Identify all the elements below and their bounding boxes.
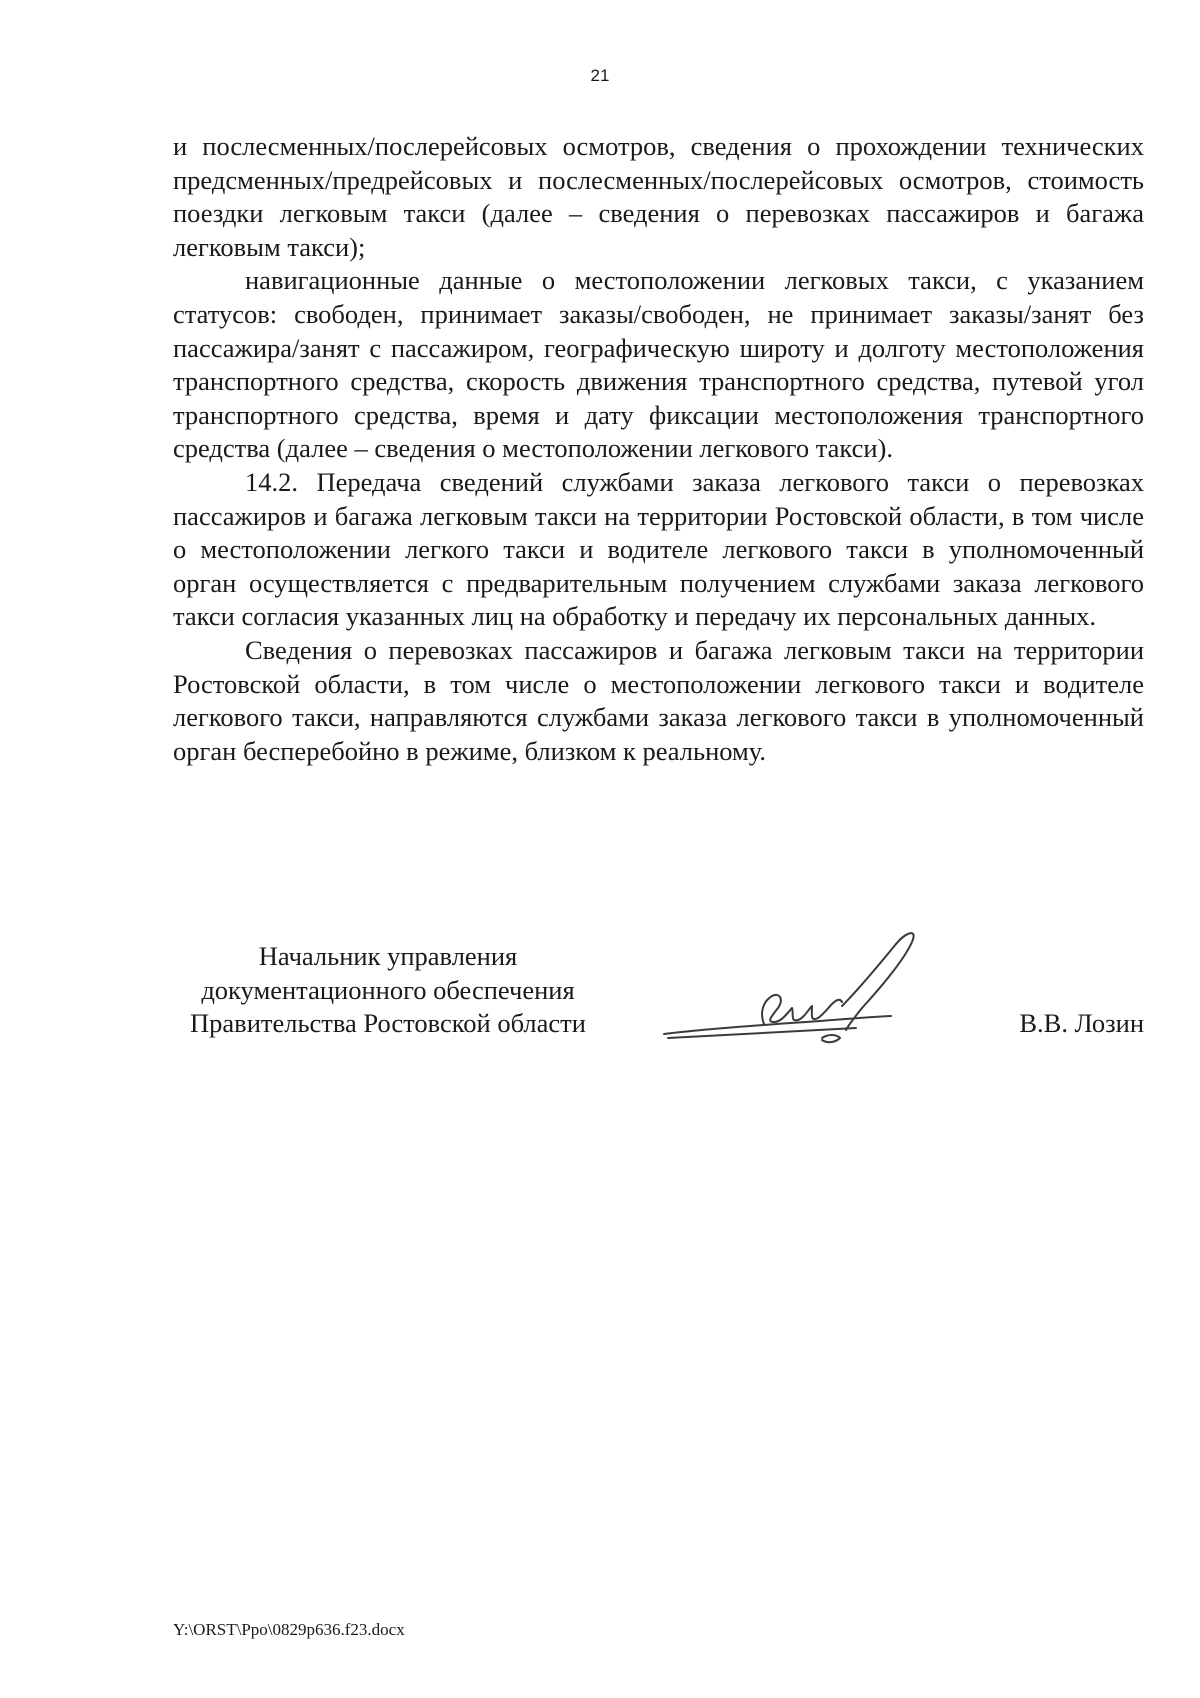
file-path-footer: Y:\ORST\Ppo\0829p636.f23.docx xyxy=(173,1620,405,1639)
signatory-title-line: Начальник управления xyxy=(258,941,518,971)
handwritten-signature-icon xyxy=(656,922,936,1057)
paragraph-1: и послесменных/послерейсовых осмотров, сведения о прохождении технических предсменных/предрейсовых и послесменных/послерейсовых осмотров, стоимость поездки легковым такси (далее – сведения о перевозках пассажиров и багажа легковым такси); xyxy=(173,131,1144,262)
signatory-name: В.В. Лозин xyxy=(1019,1008,1144,1038)
page-number: 21 xyxy=(590,66,610,85)
signature-block xyxy=(173,940,1144,1060)
paragraph-2: навигационные данные о местоположении легковых такси, с указанием статусов: свободен, принимает заказы/свободен, не принимает заказы/занят без пассажира/занят с пассажиром, географическую широту и долготу местоположения транспортного средства, скорость движения транспортного средства, путевой угол транспортного средства, время и дату фиксации местоположения транспортного средства (далее – сведения о местоположении легкового такси). xyxy=(173,265,1144,464)
signatory-title-line: документационного обеспечения xyxy=(201,974,575,1005)
signatory-title xyxy=(173,940,603,1041)
document-body xyxy=(173,130,1144,768)
paragraph-4: Сведения о перевозках пассажиров и багажа легковым такси на территории Ростовской области, в том числе о местоположении легкового такси и водителе легкового такси, направляются службами заказа легкового такси в уполномоченный орган бесперебойно в режиме, близком к реальному. xyxy=(173,634,1144,766)
signatory-title-line: Правительства Ростовской области xyxy=(190,1008,586,1039)
paragraph-3: 14.2. Передача сведений службами заказа легкового такси о перевозках пассажиров и багажа легковым такси на территории Ростовской области, в том числе о местоположении легкого такси и водителе легкового такси в уполномоченный орган осуществляется с предварительным получением службами заказа легкового такси согласия указанных лиц на обработку и передачу их персональных данных. xyxy=(173,466,1144,632)
